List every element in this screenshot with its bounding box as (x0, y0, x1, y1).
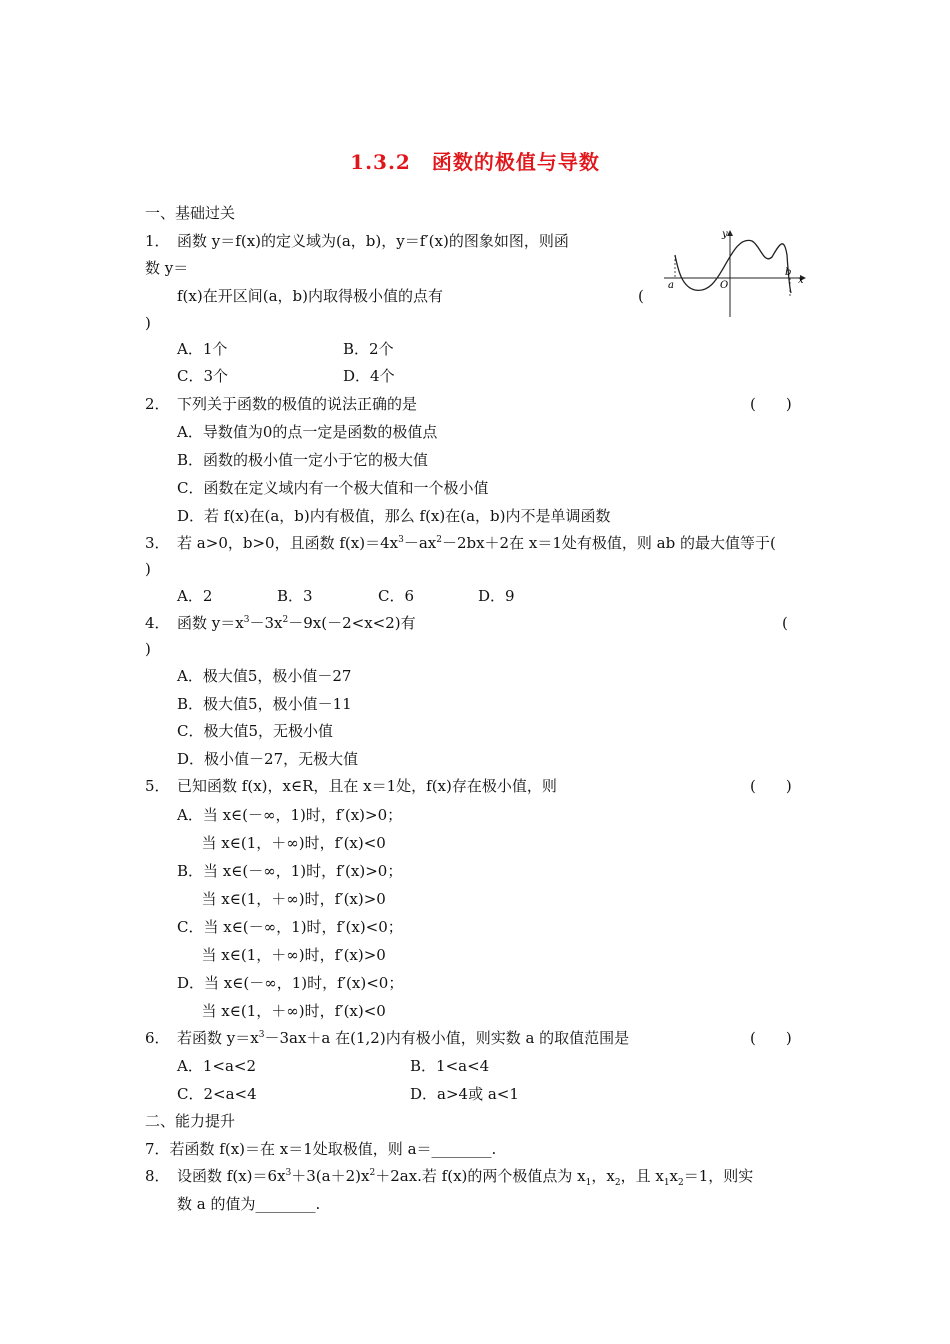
q6-option-c: C．2<a<4 (177, 1085, 257, 1103)
q1-option-d: D．4个 (343, 367, 395, 385)
q2-option-d: D．若 f(x)在(a，b)内有极值，那么 f(x)在(a，b)内不是单调函数 (177, 507, 611, 525)
q3-sup-2: 2 (436, 535, 442, 545)
q5-option-a-line1: A．当 x∈(－∞，1)时，f′(x)>0； (177, 806, 403, 824)
q3-stem-pre: 3． 若 a>0，b>0，且函数 f(x)＝4x (145, 534, 399, 552)
q4-option-c: C．极大值5，无极小值 (177, 722, 334, 740)
q1-answer-paren-close: ) (145, 314, 151, 332)
q6-option-b: B．1<a<4 (410, 1057, 490, 1075)
q8-stem-mid3: ，x (591, 1167, 615, 1185)
q8-stem-pre: 8． 设函数 f(x)＝6x (145, 1167, 286, 1185)
q8-sub-2: 2 (614, 1178, 621, 1188)
q5-option-c-line2: 当 x∈(1，＋∞)时，f′(x)>0 (177, 946, 386, 964)
q1-option-b: B．2个 (343, 340, 394, 358)
q5-option-c-line1: C．当 x∈(－∞，1)时，f′(x)<0； (177, 918, 403, 936)
q2-option-b: B．函数的极小值一定小于它的极大值 (177, 451, 429, 469)
q3-stem-post: －2bx＋2在 x＝1处有极值，则 ab 的最大值等于( (441, 534, 776, 552)
q8-sup-3: 3 (285, 1168, 292, 1178)
q2-option-a: A．导数值为0的点一定是函数的极值点 (177, 423, 438, 441)
q7-stem: 7．若函数 f(x)＝在 x＝1处取极值，则 a＝________. (145, 1140, 497, 1158)
q5-option-d-line1: D．当 x∈(－∞，1)时，f′(x)<0； (177, 974, 404, 992)
q2-answer-paren: ( ) (750, 395, 792, 413)
q5-option-b-line1: B．当 x∈(－∞，1)时，f′(x)>0； (177, 862, 403, 880)
q4-answer-paren-close: ) (145, 640, 151, 658)
q1-stem-line1: 1． 函数 y＝f(x)的定义域为(a，b)，y＝f′(x)的图象如图，则函 (145, 232, 569, 250)
section-heading-basic: 一、基础过关 (145, 204, 236, 222)
q5-option-a-line2: 当 x∈(1，＋∞)时，f′(x)<0 (177, 834, 386, 852)
q1-stem-line3: f(x)在开区间(a，b)内取得极小值的点有 (177, 287, 443, 305)
q4-stem-post: －9x(－2<x<2)有 (288, 614, 416, 632)
q4-stem-mid: －3x (249, 614, 283, 632)
q8-stem-line2: 数 a 的值为________. (177, 1195, 321, 1213)
graph-label-a: a (668, 280, 674, 291)
q8-stem-post: ＝1，则实 (683, 1167, 754, 1185)
page-title: 1.3.2 函数的极值与导数 (350, 150, 600, 174)
derivative-curve (675, 240, 791, 293)
q5-stem: 5． 已知函数 f(x)，x∈R，且在 x＝1处，f(x)存在极小值，则 (145, 777, 557, 795)
q6-stem (145, 1028, 629, 1048)
q1-option-a: A．1个 (177, 340, 228, 358)
q6-stem-post: －3ax＋a 在(1,2)内有极小值，则实数 a 的取值范围是 (264, 1029, 630, 1047)
q6-answer-paren: ( ) (750, 1029, 792, 1047)
section-heading-advanced: 二、能力提升 (145, 1112, 236, 1130)
q3-option-b: B．3 (277, 587, 313, 605)
derivative-graph-figure (660, 225, 810, 320)
q4-option-b: B．极大值5，极小值－11 (177, 695, 352, 713)
q5-answer-paren: ( ) (750, 777, 792, 795)
q6-sup-3: 3 (258, 1030, 265, 1040)
graph-label-origin: O (720, 280, 729, 291)
q2-option-c: C．函数在定义域内有一个极大值和一个极小值 (177, 479, 489, 497)
q8-sub-1: 1 (585, 1178, 592, 1188)
q6-option-a: A．1<a<2 (177, 1057, 256, 1075)
q4-sup-3: 3 (243, 615, 250, 625)
graph-label-x: x (798, 275, 804, 286)
graph-label-y: y (722, 229, 728, 240)
q5-option-b-line2: 当 x∈(1，＋∞)时，f′(x)>0 (177, 890, 386, 908)
q8-sub-4: 2 (678, 1178, 684, 1188)
q8-stem-mid: ＋3(a＋2)x (291, 1167, 370, 1185)
q2-stem: 2． 下列关于函数的极值的说法正确的是 (145, 395, 418, 413)
q1-option-c: C．3个 (177, 367, 229, 385)
q4-option-d: D．极小值－27，无极大值 (177, 750, 359, 768)
q3-sup-3: 3 (398, 535, 404, 545)
q3-stem-mid: －ax (403, 534, 437, 552)
q8-stem-line1 (145, 1166, 753, 1186)
q4-sup-2: 2 (282, 615, 289, 625)
q6-option-d: D．a>4或 a<1 (410, 1085, 519, 1103)
q8-sup-2: 2 (369, 1168, 376, 1178)
q4-answer-paren-open: ( (782, 614, 788, 632)
q4-stem (145, 613, 416, 633)
q4-option-a: A．极大值5，极小值－27 (177, 667, 352, 685)
q6-stem-pre: 6． 若函数 y＝x (145, 1029, 259, 1047)
q3-answer-paren-close: ) (145, 560, 151, 578)
q3-option-a: A．2 (177, 587, 213, 605)
q4-stem-pre: 4． 函数 y＝x (145, 614, 244, 632)
q3-option-c: C．6 (378, 587, 415, 605)
q3-option-d: D．9 (478, 587, 515, 605)
graph-label-b: b (785, 267, 792, 278)
q5-option-d-line2: 当 x∈(1，＋∞)时，f′(x)<0 (177, 1002, 386, 1020)
q8-stem-mid4: ，且 x (620, 1167, 664, 1185)
q8-stem-x: x (669, 1167, 679, 1185)
q1-stem-line2: 数 y＝ (145, 259, 189, 277)
q1-answer-paren-open: ( (638, 287, 644, 305)
q3-stem (145, 533, 776, 553)
q8-stem-mid2: ＋2ax.若 f(x)的两个极值点为 x (375, 1167, 586, 1185)
q8-sub-3: 1 (663, 1178, 670, 1188)
